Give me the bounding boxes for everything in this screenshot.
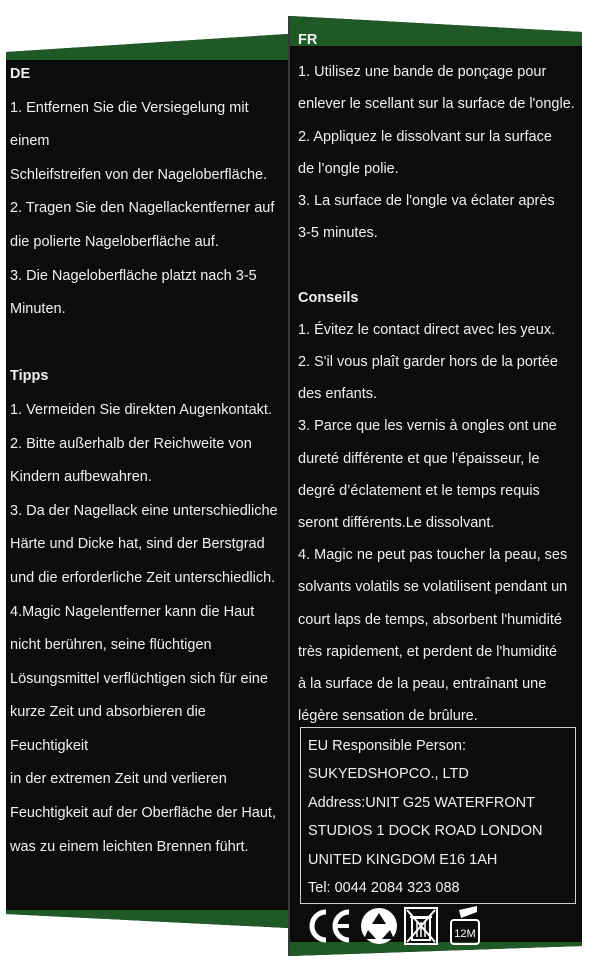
fr-step-line: 3-5 minutes. — [298, 225, 378, 242]
certification-icons — [305, 906, 505, 950]
fr-tips-heading: Conseils — [298, 289, 359, 306]
fr-step-line: de l’ongle polie. — [298, 160, 399, 177]
resp-line: Tel: 0044 2084 323 088 — [308, 880, 460, 897]
de-tip-line: Lösungsmittel verflüchtigen sich für eine — [10, 670, 268, 687]
fr-tip-line: très rapidement, et perdent de l'humidité — [298, 643, 558, 660]
french-lang-code: FR — [298, 32, 318, 48]
de-tip-line: 4.Magic Nagelentferner kann die Haut — [10, 603, 255, 620]
resp-line: EU Responsible Person: — [308, 738, 466, 754]
recycle-icon — [359, 906, 399, 948]
de-tip-line: was zu einem leichten Brennen führt. — [10, 838, 249, 855]
de-step-line: 3. Die Nageloberfläche platzt nach 3-5 — [10, 267, 257, 284]
de-step-line: Minuten. — [10, 301, 66, 318]
de-tip-line: Feuchtigkeit auf der Oberfläche der Haut, — [10, 805, 276, 822]
fr-step-line: enlever le scellant sur la surface de l'ongle. — [298, 96, 575, 113]
fr-tip-line: 1. Évitez le contact direct avec les yeux. — [298, 321, 556, 338]
de-tip-line: Härte und Dicke hat, sind der Berstgrad — [10, 536, 265, 553]
pao-label: 12M — [454, 928, 476, 940]
spacer — [298, 249, 580, 281]
box-edge — [288, 16, 290, 956]
fr-tip-line: légère sensation de brûlure. — [298, 708, 478, 725]
de-step-line: 1. Entfernen Sie die Versiegelung mit einem — [10, 99, 249, 150]
fr-tip-line: seront différents.Le dissolvant. — [298, 515, 495, 532]
ce-mark-icon — [307, 906, 353, 948]
fr-step-line: 3. La surface de l'ongle va éclater après — [298, 193, 555, 210]
de-tip-line: Kindern aufbewahren. — [10, 469, 152, 486]
french-text — [298, 24, 580, 732]
green-band-top-left — [6, 34, 288, 60]
resp-line: Address:UNIT G25 WATERFRONT — [308, 794, 535, 811]
de-tip-line: in der extremen Zeit und verlieren — [10, 771, 227, 788]
resp-line: UNITED KINGDOM E16 1AH — [308, 851, 498, 868]
fr-step-line: 2. Appliquez le dissolvant sur la surface — [298, 128, 552, 145]
de-tip-line: kurze Zeit und absorbieren die Feuchtigkeit — [10, 704, 206, 754]
german-text — [10, 58, 286, 864]
de-tips-heading: Tipps — [10, 368, 49, 385]
de-tip-line: 1. Vermeiden Sie direkten Augenkontakt. — [10, 401, 272, 418]
spacer — [10, 327, 286, 361]
fr-tip-line: court laps de temps, absorbent l'humidité — [298, 611, 562, 628]
de-step-line: die polierte Nageloberfläche auf. — [10, 233, 219, 250]
fr-tip-line: 4. Magic ne peut pas toucher la peau, ses — [298, 547, 568, 564]
resp-line: SUKYEDSHOPCO., LTD — [308, 766, 469, 783]
de-tip-line: 2. Bitte außerhalb der Reichweite von — [10, 435, 252, 452]
de-tip-line: nicht berühren, seine flüchtigen — [10, 637, 212, 654]
fr-tip-line: degré d’éclatement et le temps requis — [298, 482, 540, 499]
fr-tip-line: 2. S'il vous plaît garder hors de la portée — [298, 354, 558, 371]
de-step-line: Schleifstreifen von der Nageloberfläche. — [10, 166, 268, 183]
de-tip-line: und die erforderliche Zeit unterschiedlich. — [10, 569, 276, 586]
german-lang-code: DE — [10, 66, 31, 82]
fr-tip-line: à la surface de la peau, entraînant une — [298, 676, 547, 693]
waste-bin-icon — [403, 906, 439, 948]
de-tip-line: 3. Da der Nagellack eine unterschiedliche — [10, 502, 278, 519]
responsible-person-text — [308, 732, 578, 902]
green-band-bottom-left — [6, 910, 288, 928]
resp-line: STUDIOS 1 DOCK ROAD LONDON — [308, 823, 543, 840]
de-step-line: 2. Tragen Sie den Nagellackentferner auf — [10, 200, 275, 217]
fr-step-line: 1. Utilisez une bande de ponçage pour — [298, 64, 547, 81]
pao-jar-icon — [445, 906, 485, 948]
fr-tip-line: des enfants. — [298, 386, 377, 403]
fr-tip-line: 3. Parce que les vernis à ongles ont une — [298, 418, 557, 435]
fr-tip-line: solvants volatils se volatilisent pendant un — [298, 579, 568, 596]
fr-tip-line: dureté différente et que l’épaisseur, le — [298, 450, 540, 467]
